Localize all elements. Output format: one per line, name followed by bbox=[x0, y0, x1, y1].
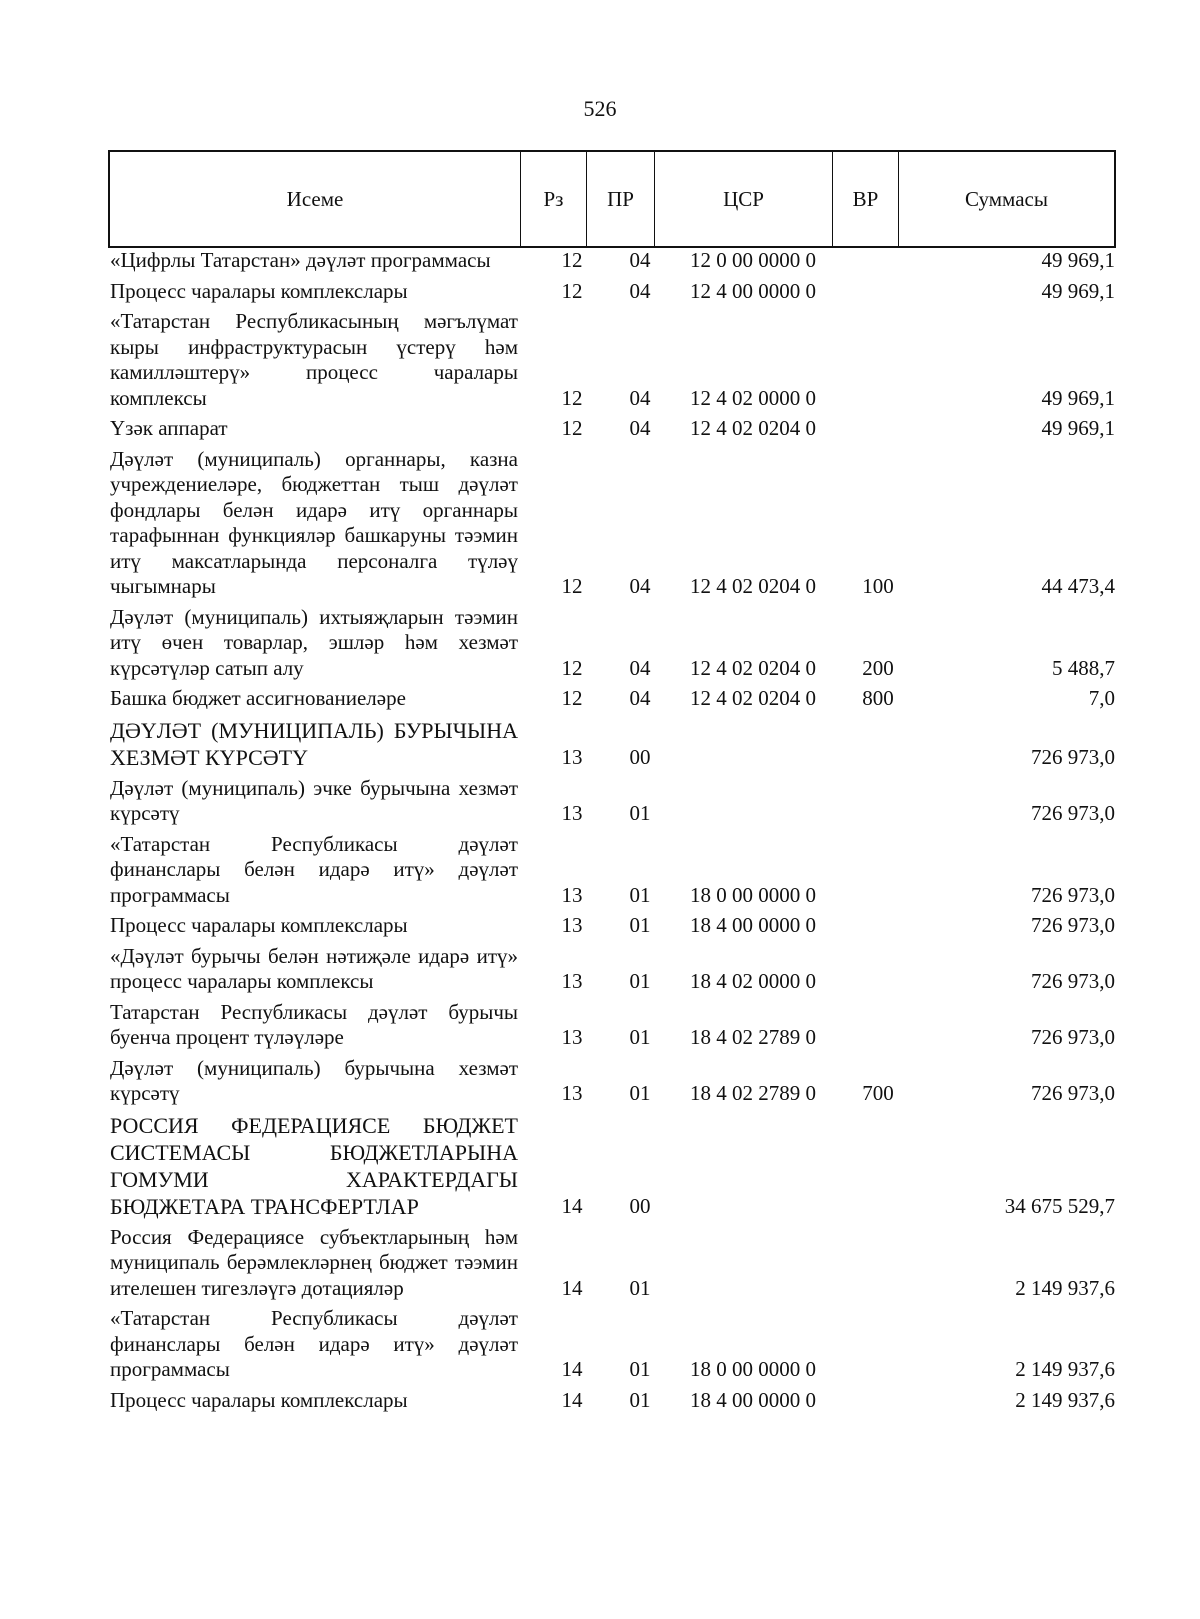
table-row bbox=[110, 416, 1115, 442]
row-rz: 13 bbox=[561, 1081, 583, 1105]
page-number: 526 bbox=[583, 96, 617, 121]
row-name: Башка бюджет ассигнованиеләре bbox=[110, 686, 406, 710]
table-row bbox=[110, 1306, 1115, 1383]
row-pr: 04 bbox=[629, 416, 651, 440]
row-rz: 14 bbox=[561, 1275, 583, 1300]
table-row bbox=[110, 776, 1115, 827]
row-sum: 49 969,1 bbox=[1041, 385, 1115, 410]
row-rz: 12 bbox=[561, 686, 583, 710]
row-csr: 18 4 02 2789 0 bbox=[690, 1081, 816, 1105]
row-rz: 13 bbox=[561, 882, 583, 907]
header-csr: ЦСР bbox=[654, 152, 832, 246]
row-pr: 04 bbox=[629, 686, 651, 710]
row-pr: 01 bbox=[629, 913, 651, 937]
row-rz: 13 bbox=[561, 969, 583, 993]
row-name: ДӘҮЛӘТ (МУНИЦИПАЛЬ) БУРЫЧЫНА ХЕЗМӘТ КҮРСӘТҮ bbox=[110, 717, 518, 770]
row-vr: 200 bbox=[862, 655, 894, 680]
row-rz: 14 bbox=[561, 1387, 583, 1412]
row-csr: 18 4 00 0000 0 bbox=[690, 1387, 816, 1412]
table-row bbox=[110, 913, 1115, 939]
row-sum: 2 149 937,6 bbox=[1015, 1275, 1115, 1300]
row-rz: 13 bbox=[561, 913, 583, 937]
row-csr: 12 4 02 0204 0 bbox=[690, 574, 816, 598]
row-vr: 700 bbox=[862, 1081, 894, 1105]
row-name: Дәүләт (муниципаль) бурычына хезмәт күрсәтү bbox=[110, 1055, 518, 1105]
row-name: Процесс чаралары комплекслары bbox=[110, 1387, 408, 1412]
row-csr: 18 0 00 0000 0 bbox=[690, 1357, 816, 1381]
row-rz: 12 bbox=[561, 248, 583, 272]
row-rz: 12 bbox=[561, 416, 583, 440]
row-rz: 12 bbox=[561, 655, 583, 680]
table-row bbox=[110, 1225, 1115, 1302]
row-sum: 34 675 529,7 bbox=[1004, 1194, 1115, 1218]
table-row bbox=[110, 686, 1115, 712]
row-name: «Дәүләт бурычы белән нәтиҗәле идарә итү» процесс чаралары комплексы bbox=[110, 943, 518, 993]
row-pr: 00 bbox=[629, 1194, 651, 1218]
row-name: «Татарстан Республикасы дәүләт финанслары белән идарә итү» дәүләт программасы bbox=[110, 1306, 518, 1381]
row-csr: 18 4 02 2789 0 bbox=[690, 1025, 816, 1049]
row-pr: 01 bbox=[629, 969, 651, 993]
row-sum: 5 488,7 bbox=[1052, 655, 1115, 680]
table-row bbox=[110, 248, 1115, 274]
row-pr: 04 bbox=[629, 385, 651, 410]
row-rz: 12 bbox=[561, 278, 583, 303]
row-rz: 13 bbox=[561, 745, 583, 769]
row-pr: 00 bbox=[629, 745, 651, 769]
row-csr: 12 4 02 0204 0 bbox=[690, 686, 816, 710]
row-csr: 12 4 02 0000 0 bbox=[690, 385, 816, 410]
row-rz: 14 bbox=[561, 1357, 583, 1381]
table-body bbox=[110, 248, 1115, 1418]
table-row bbox=[110, 1056, 1115, 1107]
row-name: Татарстан Республикасы дәүләт бурычы буенча процент түләүләре bbox=[110, 999, 518, 1049]
row-csr: 18 4 00 0000 0 bbox=[690, 913, 816, 937]
row-sum: 726 973,0 bbox=[1031, 1081, 1115, 1105]
row-sum: 726 973,0 bbox=[1031, 882, 1115, 907]
table-row bbox=[110, 1000, 1115, 1051]
row-name: Дәүләт (муниципаль) ихтыяҗларын тәэмин итү өчен товарлар, эшләр һәм хезмәт күрсәтүләр сатып алу bbox=[110, 604, 518, 680]
row-csr: 18 0 00 0000 0 bbox=[690, 882, 816, 907]
row-sum: 49 969,1 bbox=[1041, 278, 1115, 303]
row-name: «Татарстан Республикасының мәгълүмат кыры инфраструктурасын үстерү һәм камилләштерү» процесс чаралары комплексы bbox=[110, 309, 518, 410]
header-name: Исеме bbox=[286, 186, 344, 211]
header-sum: Суммасы bbox=[898, 152, 1114, 246]
row-sum: 49 969,1 bbox=[1041, 416, 1115, 440]
table-row bbox=[110, 944, 1115, 995]
row-pr: 01 bbox=[629, 1357, 651, 1381]
table-row bbox=[110, 1112, 1115, 1220]
row-vr: 100 bbox=[862, 574, 894, 598]
row-pr: 01 bbox=[629, 1387, 651, 1412]
row-pr: 01 bbox=[629, 1275, 651, 1300]
row-pr: 01 bbox=[629, 801, 651, 825]
row-sum: 726 973,0 bbox=[1031, 1025, 1115, 1049]
table-header bbox=[108, 150, 1116, 248]
row-sum: 49 969,1 bbox=[1041, 248, 1115, 272]
row-rz: 12 bbox=[561, 574, 583, 598]
row-name: Процесс чаралары комплекслары bbox=[110, 913, 408, 937]
row-csr: 12 4 02 0204 0 bbox=[690, 655, 816, 680]
row-name: «Цифрлы Татарстан» дәүләт программасы bbox=[110, 248, 491, 272]
table-row bbox=[110, 447, 1115, 600]
row-pr: 04 bbox=[629, 278, 651, 303]
table-row bbox=[110, 279, 1115, 305]
header-vr: ВР bbox=[832, 152, 898, 246]
row-csr: 12 4 00 0000 0 bbox=[690, 278, 816, 303]
table-row bbox=[110, 717, 1115, 771]
row-name: Дәүләт (муниципаль) эчке бурычына хезмәт күрсәтү bbox=[110, 775, 518, 825]
row-pr: 04 bbox=[629, 655, 651, 680]
row-sum: 726 973,0 bbox=[1031, 745, 1115, 769]
row-sum: 726 973,0 bbox=[1031, 913, 1115, 937]
row-csr: 18 4 02 0000 0 bbox=[690, 969, 816, 993]
row-rz: 13 bbox=[561, 1025, 583, 1049]
row-name: Процесс чаралары комплекслары bbox=[110, 278, 408, 303]
table-row bbox=[110, 309, 1115, 411]
header-rz: Рз bbox=[520, 152, 586, 246]
table-row bbox=[110, 605, 1115, 682]
row-pr: 04 bbox=[629, 248, 651, 272]
row-vr: 800 bbox=[862, 686, 894, 710]
row-pr: 01 bbox=[629, 1025, 651, 1049]
table-row bbox=[110, 832, 1115, 909]
row-name: РОССИЯ ФЕДЕРАЦИЯСЕ БЮДЖЕТ СИСТЕМАСЫ БЮДЖЕТЛАРЫНА ГОМУМИ ХАРАКТЕРДАГЫ БЮДЖЕТАРА ТРАНСФЕРТЛАР bbox=[110, 1112, 518, 1219]
row-rz: 12 bbox=[561, 385, 583, 410]
row-rz: 13 bbox=[561, 801, 583, 825]
row-pr: 01 bbox=[629, 1081, 651, 1105]
row-csr: 12 0 00 0000 0 bbox=[690, 248, 816, 272]
row-name: Дәүләт (муниципаль) органнары, казна учреждениеләре, бюджеттан тыш дәүләт фондлары белән идарә итү органнары тарафыннан функцияләр башкаруны тәэмин итү максатларында персоналга түләү чыгымнары bbox=[110, 446, 518, 598]
row-sum: 7,0 bbox=[1088, 686, 1115, 710]
row-name: Россия Федерациясе субъектларының һәм муниципаль берәмлекләрнең бюджет тәэмин ителешен тигезләүгә дотацияләр bbox=[110, 1224, 518, 1300]
row-sum: 726 973,0 bbox=[1031, 801, 1115, 825]
row-rz: 14 bbox=[561, 1194, 583, 1218]
row-sum: 726 973,0 bbox=[1031, 969, 1115, 993]
table-row bbox=[110, 1388, 1115, 1414]
row-name: Үзәк аппарат bbox=[110, 416, 228, 440]
row-sum: 44 473,4 bbox=[1041, 574, 1115, 598]
row-name: «Татарстан Республикасы дәүләт финанслары белән идарә итү» дәүләт программасы bbox=[110, 831, 518, 907]
row-sum: 2 149 937,6 bbox=[1015, 1387, 1115, 1412]
row-pr: 04 bbox=[629, 574, 651, 598]
header-pr: ПР bbox=[586, 152, 654, 246]
row-pr: 01 bbox=[629, 882, 651, 907]
row-csr: 12 4 02 0204 0 bbox=[690, 416, 816, 440]
row-sum: 2 149 937,6 bbox=[1015, 1357, 1115, 1381]
